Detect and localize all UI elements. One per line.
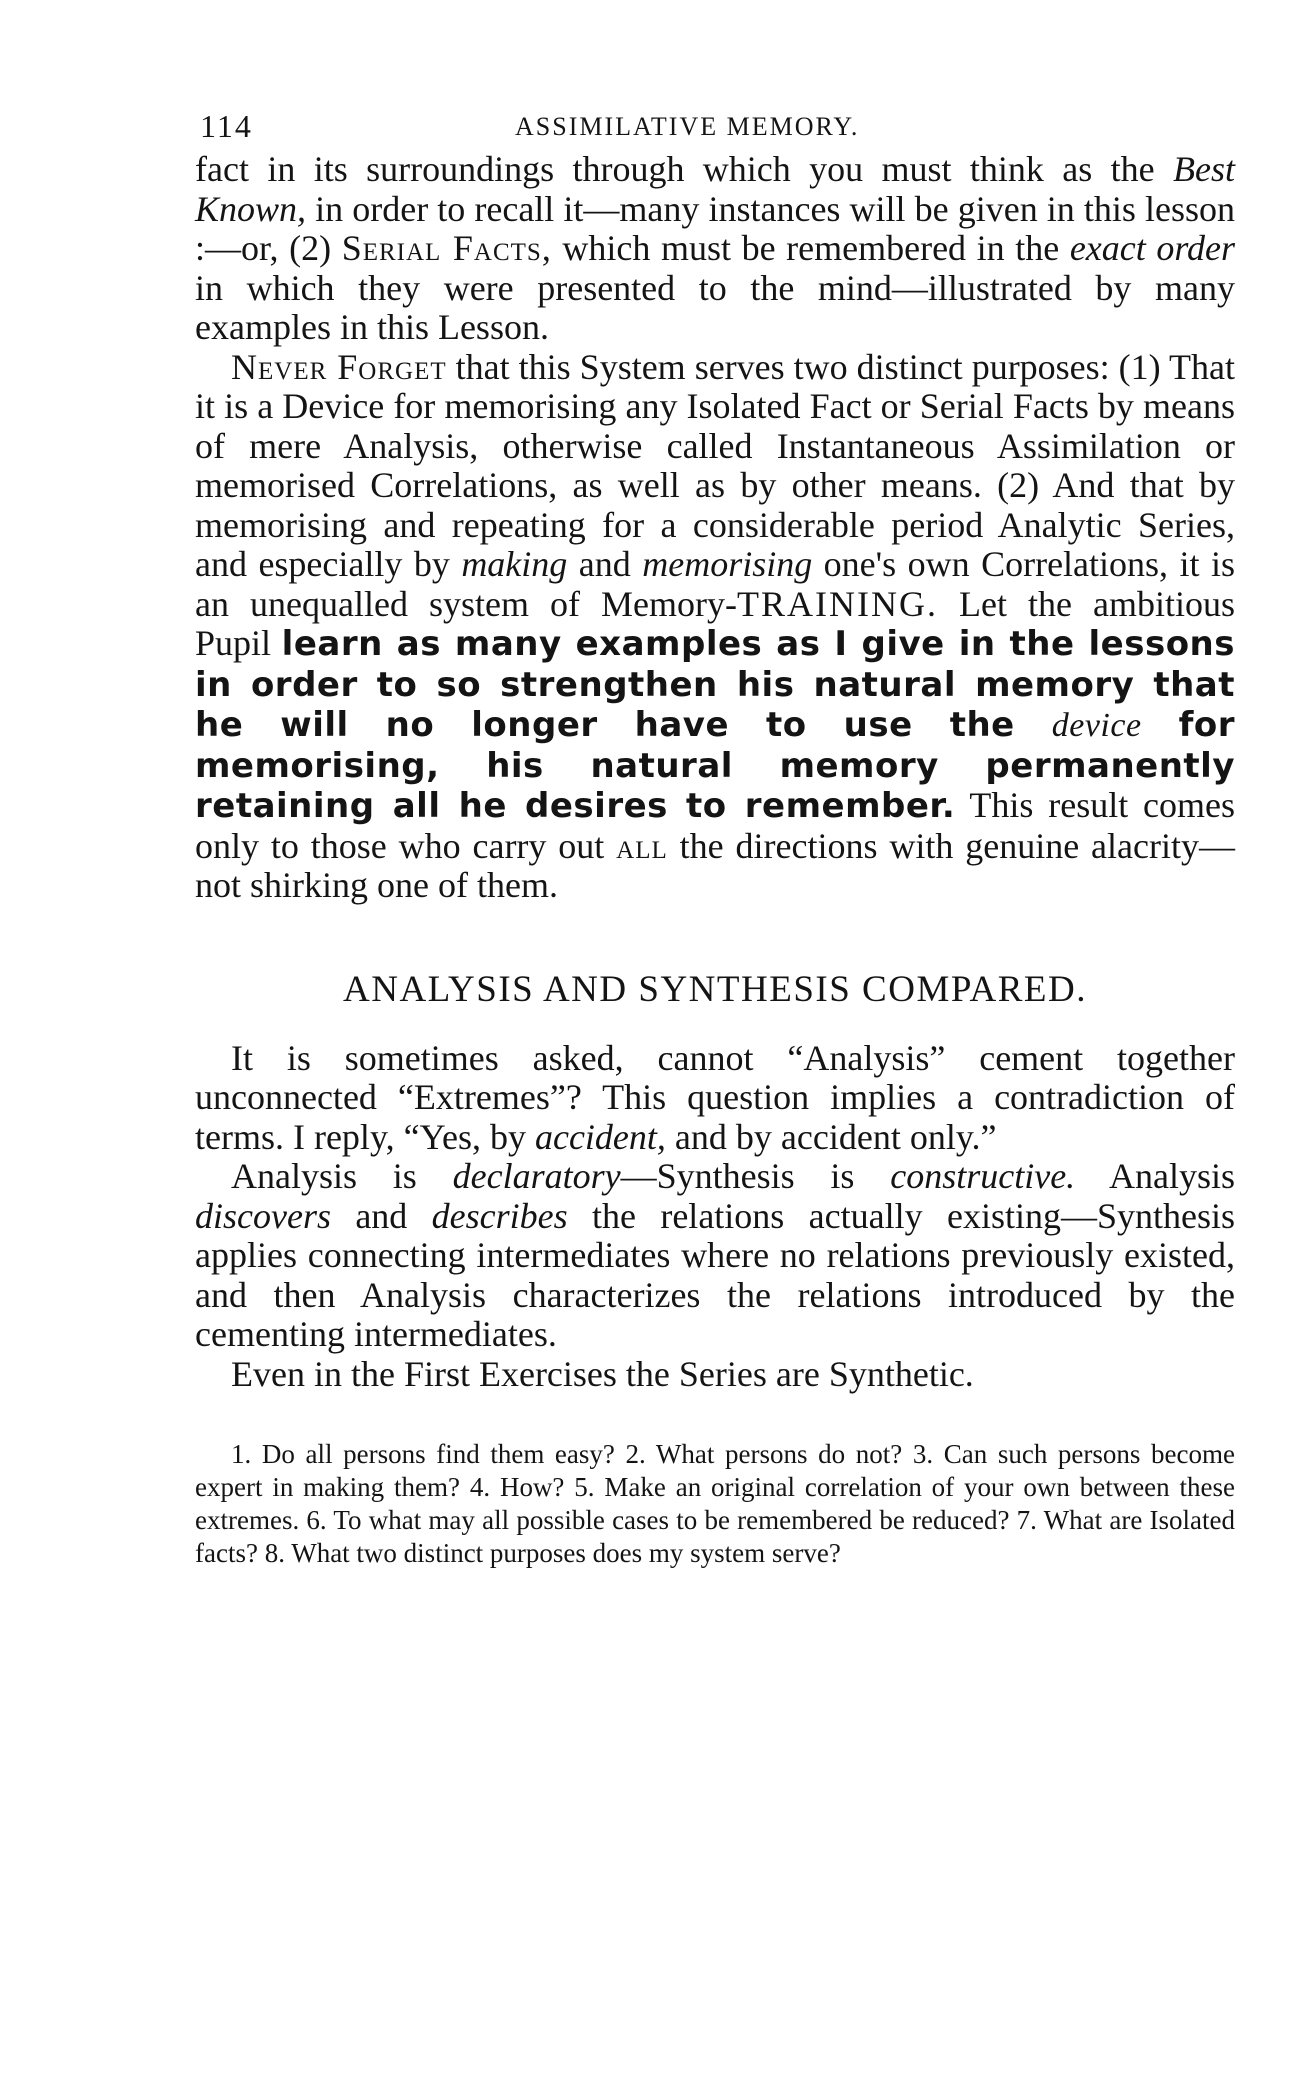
running-title: ASSIMILATIVE MEMORY. <box>515 112 860 141</box>
text-run: Analysis <box>1075 1156 1236 1196</box>
small-caps-run: Serial Facts, <box>341 228 552 268</box>
text-run: one's own Correlations, it is an unequalled system of Memory- <box>195 544 1235 624</box>
paragraph-analysis-synthesis <box>195 1157 1235 1355</box>
text-run: the relations actually existing—Synthesis applies connecting intermediates where no relations previously existed, and then Analysis characterizes the relations introduced by the cementing intermediates. <box>195 1195 1235 1354</box>
italic-run: accident, <box>534 1116 666 1157</box>
book-page <box>195 100 1235 1570</box>
spaced-run: TRAINING. <box>736 583 938 624</box>
text-run: the directions with genuine alacrity—not shirking one of them. <box>195 825 1235 905</box>
text-run: in order to recall it—many instances will be given in this lesson :—or, (2) <box>195 188 1235 268</box>
text-run: Analysis is <box>231 1156 453 1196</box>
small-caps-run: Never Forget <box>231 346 447 387</box>
text-run: and by accident only.” <box>665 1116 997 1157</box>
paragraph-analysis-question <box>195 1039 1235 1158</box>
page-header <box>195 100 1235 150</box>
page-number: 114 <box>200 108 253 144</box>
italic-run: memorising <box>642 544 813 584</box>
italic-run: Best Known, <box>195 149 1235 229</box>
page-body <box>195 150 1235 1394</box>
paragraph-continuation <box>195 150 1235 348</box>
paragraph-first-exercises: Even in the First Exercises the Series are Synthetic. <box>231 1353 974 1394</box>
text-run: This result comes only to those who carry out <box>195 785 1235 866</box>
italic-run: declaratory <box>452 1156 621 1196</box>
bold-run: for memorising, his natural memory permanently retaining all he desires to remember. <box>195 705 1235 826</box>
text-run: It is sometimes asked, cannot “Analysis” cement together unconnected “Extremes”? This question implies a contradiction of terms. I reply, “Yes, by <box>195 1037 1235 1157</box>
small-caps-run: all <box>616 825 668 866</box>
text-run: —Synthesis is <box>620 1156 891 1196</box>
bold-run: learn as many examples as I give in the lessons in order to so strengthen his natural memory that he will no longer have to use the <box>195 624 1235 745</box>
text-run: fact in its surroundings through which you must think as the <box>195 149 1174 189</box>
review-questions <box>195 1438 1235 1570</box>
text-run: that this System serves two distinct purposes: (1) That it is a Device for memorising any Isolated Fact or Serial Facts by means of mere Analysis, otherwise called Instantaneous Assimilation or memorised Correlations, as well as by other means. (2) And that by memorising and repeating for a considerable period Analytic Series, and especially by <box>195 346 1235 584</box>
text-run: and <box>330 1195 432 1236</box>
text-run: Let the ambitious Pupil <box>195 583 1235 663</box>
italic-run: constructive. <box>890 1156 1076 1196</box>
italic-run: discovers <box>195 1195 331 1236</box>
text-run: in which they were presented to the mind—illustrated by many examples in this Lesson. <box>195 267 1235 347</box>
section-heading: ANALYSIS AND SYNTHESIS COMPARED. <box>343 968 1087 1010</box>
questions-text: 1. Do all persons find them easy? 2. What persons do not? 3. Can such persons become expert in making them? 4. How? 5. Make an original correlation of your own between these extremes. 6. To what may all possible cases to be remembered be reduced? 7. What are Isolated facts? 8. What two distinct purposes does my system serve? <box>195 1439 1235 1568</box>
text-run: which must be remembered in the <box>551 228 1070 268</box>
italic-run: exact order <box>1069 228 1235 268</box>
italic-run: describes <box>431 1195 568 1236</box>
paragraph-never-forget <box>195 348 1235 906</box>
italic-run: making <box>461 544 568 584</box>
italic-run: device <box>1051 707 1142 744</box>
text-run: and <box>567 544 643 584</box>
